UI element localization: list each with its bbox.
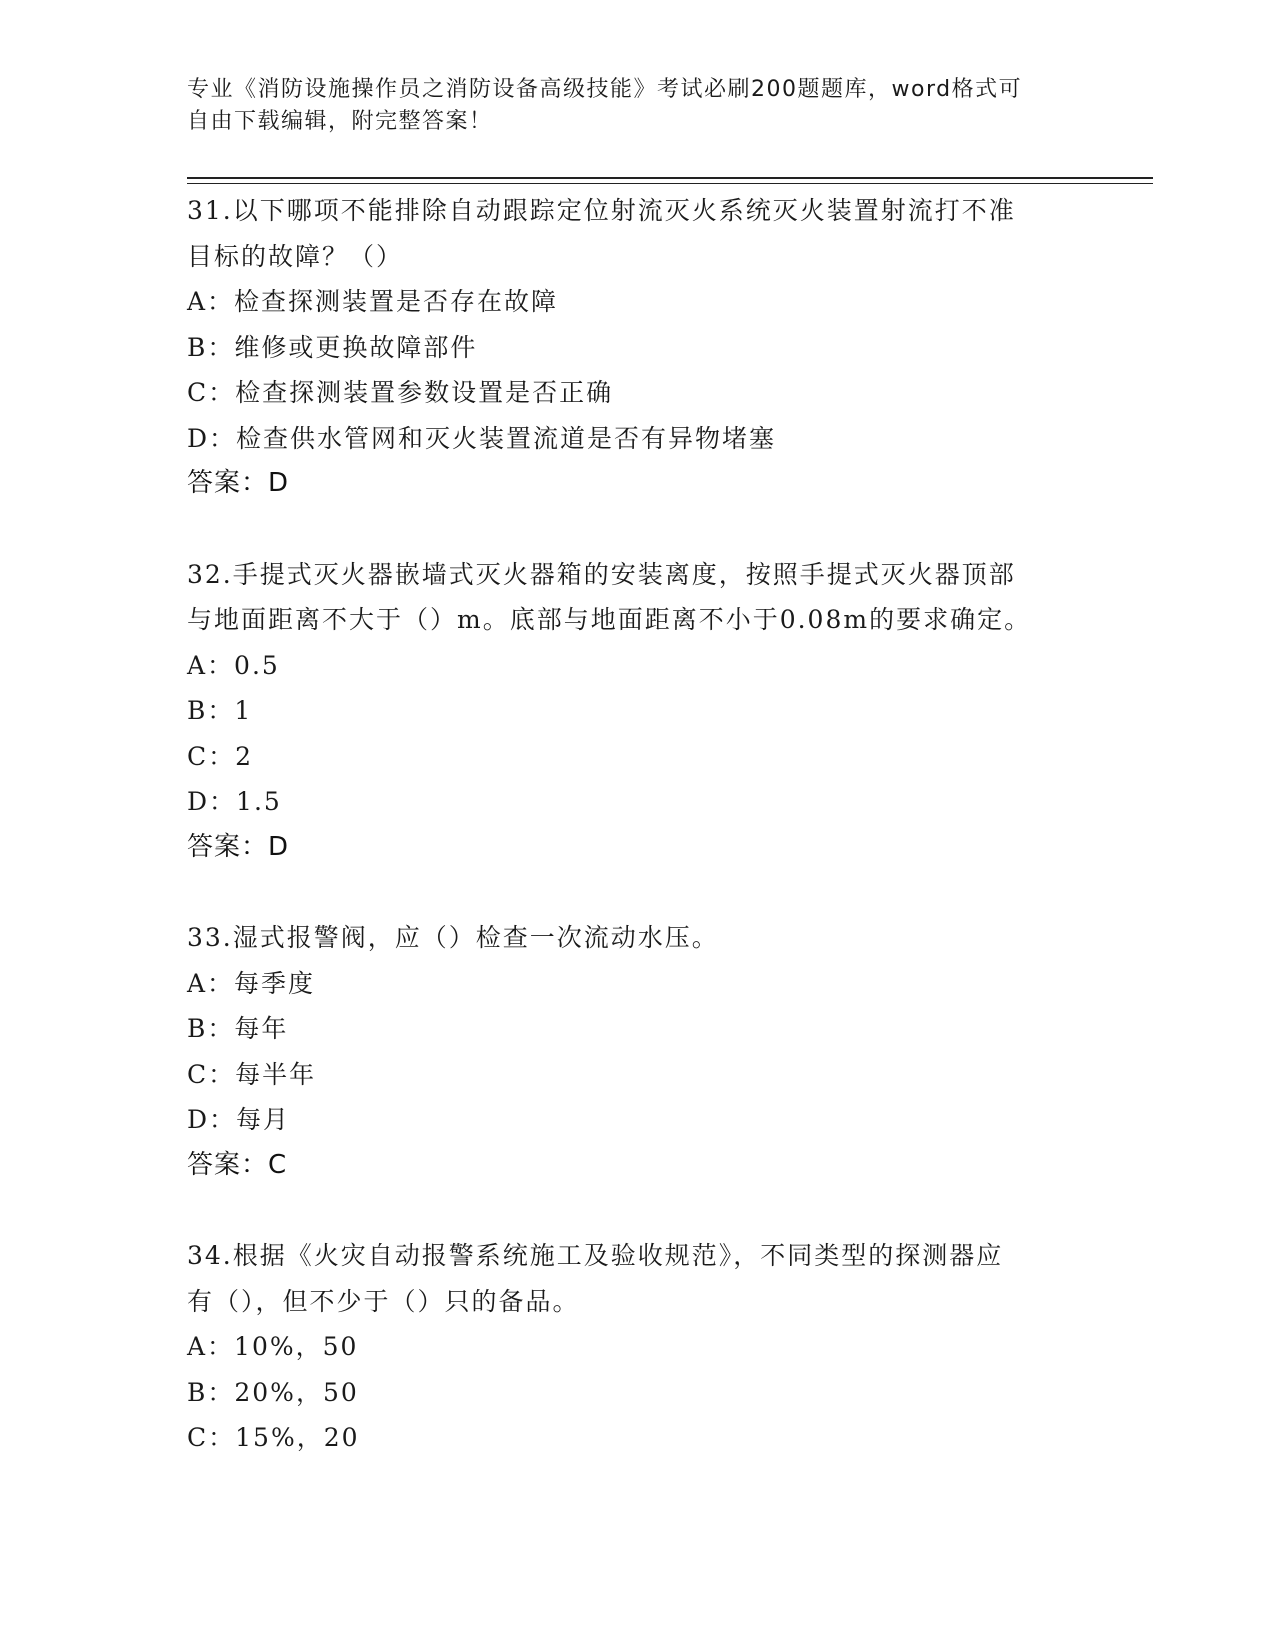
question-stem-line: 与地面距离不大于（）m。底部与地面距离不小于0.08m的要求确定。 <box>187 605 1032 634</box>
option-c: C：检查探测装置参数设置是否正确 <box>187 378 614 407</box>
option-c: C：2 <box>187 741 254 771</box>
spacer <box>187 507 1153 552</box>
option-b: B：20%，50 <box>187 1377 359 1407</box>
option-b: B：每年 <box>187 1014 289 1043</box>
header-line-2: 自由下载编辑，附完整答案！ <box>187 109 493 134</box>
question-stem-line: 31.以下哪项不能排除自动跟踪定位射流灭火系统灭火装置射流打不准 <box>187 196 1016 225</box>
question-32 <box>187 552 1153 871</box>
option-a: A：检查探测装置是否存在故障 <box>187 287 559 316</box>
option-a: A：每季度 <box>187 968 316 998</box>
answer-text: 答案：D <box>187 468 290 498</box>
option-c: C：每半年 <box>187 1059 317 1089</box>
header-divider-thin <box>187 183 1153 184</box>
question-stem-line: 33.湿式报警阀，应（）检查一次流动水压。 <box>187 923 719 952</box>
option-c: C：15%，20 <box>187 1423 360 1452</box>
answer-text: 答案：D <box>187 831 290 862</box>
question-stem-line: 34.根据《火灾自动报警系统施工及验收规范》，不同类型的探测器应 <box>187 1241 1004 1270</box>
header-line-1: 专业《消防设施操作员之消防设备高级技能》考试必刷200题题库，word格式可 <box>187 77 1023 102</box>
header-divider-thick <box>187 177 1153 179</box>
question-33 <box>187 915 1153 1188</box>
option-b: B：维修或更换故障部件 <box>187 332 478 362</box>
option-d: D：每月 <box>187 1105 291 1134</box>
question-stem-line: 32.手提式灭火器嵌墙式灭火器箱的安装离度，按照手提式灭火器顶部 <box>187 559 1016 589</box>
option-a: A：10%，50 <box>187 1332 359 1361</box>
option-d: D：检查供水管网和灭火装置流道是否有异物堵塞 <box>187 423 777 453</box>
answer-text: 答案：C <box>187 1149 288 1180</box>
question-stem-line: 有（），但不少于（）只的备品。 <box>187 1286 580 1316</box>
spacer <box>187 1188 1153 1233</box>
document-header <box>187 74 1077 138</box>
option-b: B：1 <box>187 696 253 725</box>
question-stem-line: 目标的故障？（） <box>187 241 404 271</box>
option-a: A：0.5 <box>187 650 280 680</box>
question-list <box>187 188 1153 1461</box>
spacer <box>187 870 1153 915</box>
question-34 <box>187 1233 1153 1461</box>
question-31 <box>187 188 1153 507</box>
option-d: D：1.5 <box>187 787 282 816</box>
